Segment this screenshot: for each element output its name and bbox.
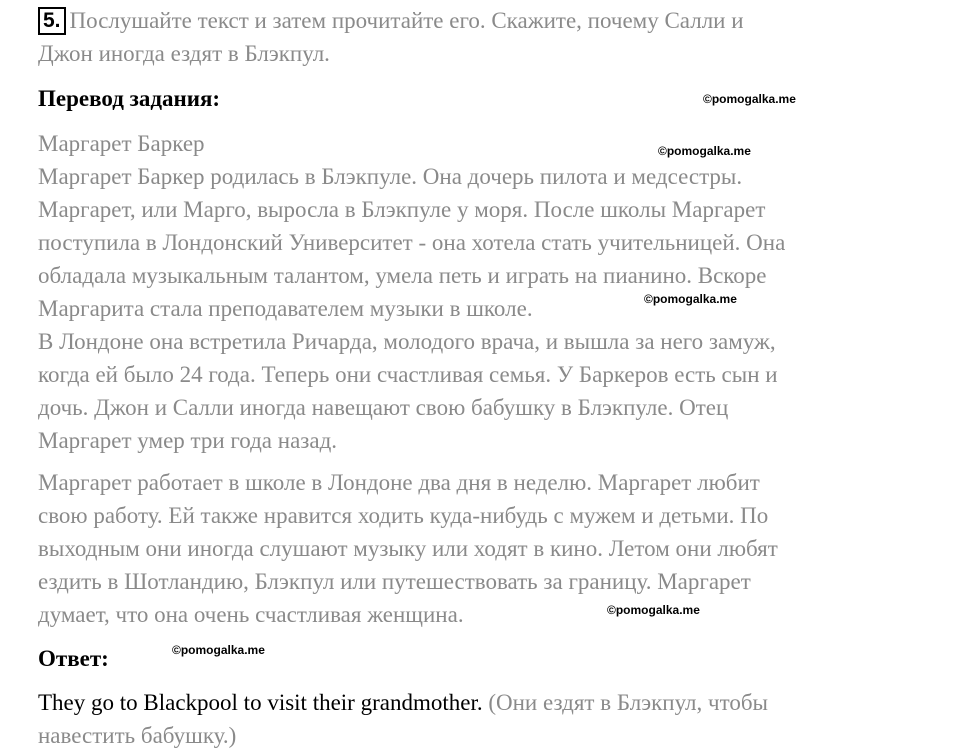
- watermark: ©pomogalka.me: [703, 92, 796, 106]
- story-line: Маргарет умер три года назад.: [38, 428, 338, 453]
- task-instruction-line-1: 5. Послушайте текст и затем прочитайте его. Скажите, почему Салли и: [38, 4, 744, 37]
- watermark: ©pomogalka.me: [644, 292, 737, 306]
- task-instruction-line-2: Джон иногда ездят в Блэкпул.: [38, 41, 330, 66]
- answer-english: They go to Blackpool to visit their grandmother.: [38, 690, 483, 715]
- story-line: поступила в Лондонский Университет - она хотела стать учительницей. Она: [38, 230, 786, 255]
- story-line: В Лондоне она встретила Ричарда, молодого врача, и вышла за него замуж,: [38, 329, 776, 354]
- task-instruction: [38, 4, 744, 70]
- story-line: ездить в Шотландию, Блэкпул или путешествовать за границу. Маргарет: [38, 569, 751, 594]
- story-line: думает, что она очень счастливая женщина.: [38, 602, 464, 627]
- story-line: Маргарита стала преподавателем музыки в школе.: [38, 296, 533, 321]
- story-line: обладала музыкальным талантом, умела петь и играть на пианино. Вскоре: [38, 263, 767, 288]
- story-line: Маргарет, или Марго, выросла в Блэкпуле у моря. После школы Маргарет: [38, 197, 766, 222]
- translation-heading: Перевод задания:: [38, 86, 221, 111]
- story-title: Маргарет Баркер: [38, 131, 205, 156]
- story-line: свою работу. Ей также нравится ходить куда-нибудь с мужем и детьми. По: [38, 503, 769, 528]
- answer-heading: Ответ:: [38, 646, 109, 671]
- story-line: Маргарет Баркер родилась в Блэкпуле. Она дочерь пилота и медсестры.: [38, 164, 743, 189]
- task-number: 5.: [38, 7, 66, 35]
- story-line: Маргарет работает в школе в Лондоне два дня в неделю. Маргарет любит: [38, 470, 760, 495]
- story-line: когда ей было 24 года. Теперь они счастливая семья. У Баркеров есть сын и: [38, 362, 778, 387]
- watermark: ©pomogalka.me: [658, 144, 751, 158]
- story-line: дочь. Джон и Салли иногда навещают свою бабушку в Блэкпуле. Отец: [38, 395, 729, 420]
- watermark: ©pomogalka.me: [607, 603, 700, 617]
- answer-translation: (Они ездят в Блэкпул, чтобы: [488, 690, 769, 715]
- answer-line-2: навестить бабушку.): [38, 723, 237, 748]
- answer-text: [38, 686, 768, 752]
- answer-line-1: [38, 686, 768, 719]
- story-line: выходным они иногда слушают музыку или ходят в кино. Летом они любят: [38, 536, 778, 561]
- watermark: ©pomogalka.me: [172, 643, 265, 657]
